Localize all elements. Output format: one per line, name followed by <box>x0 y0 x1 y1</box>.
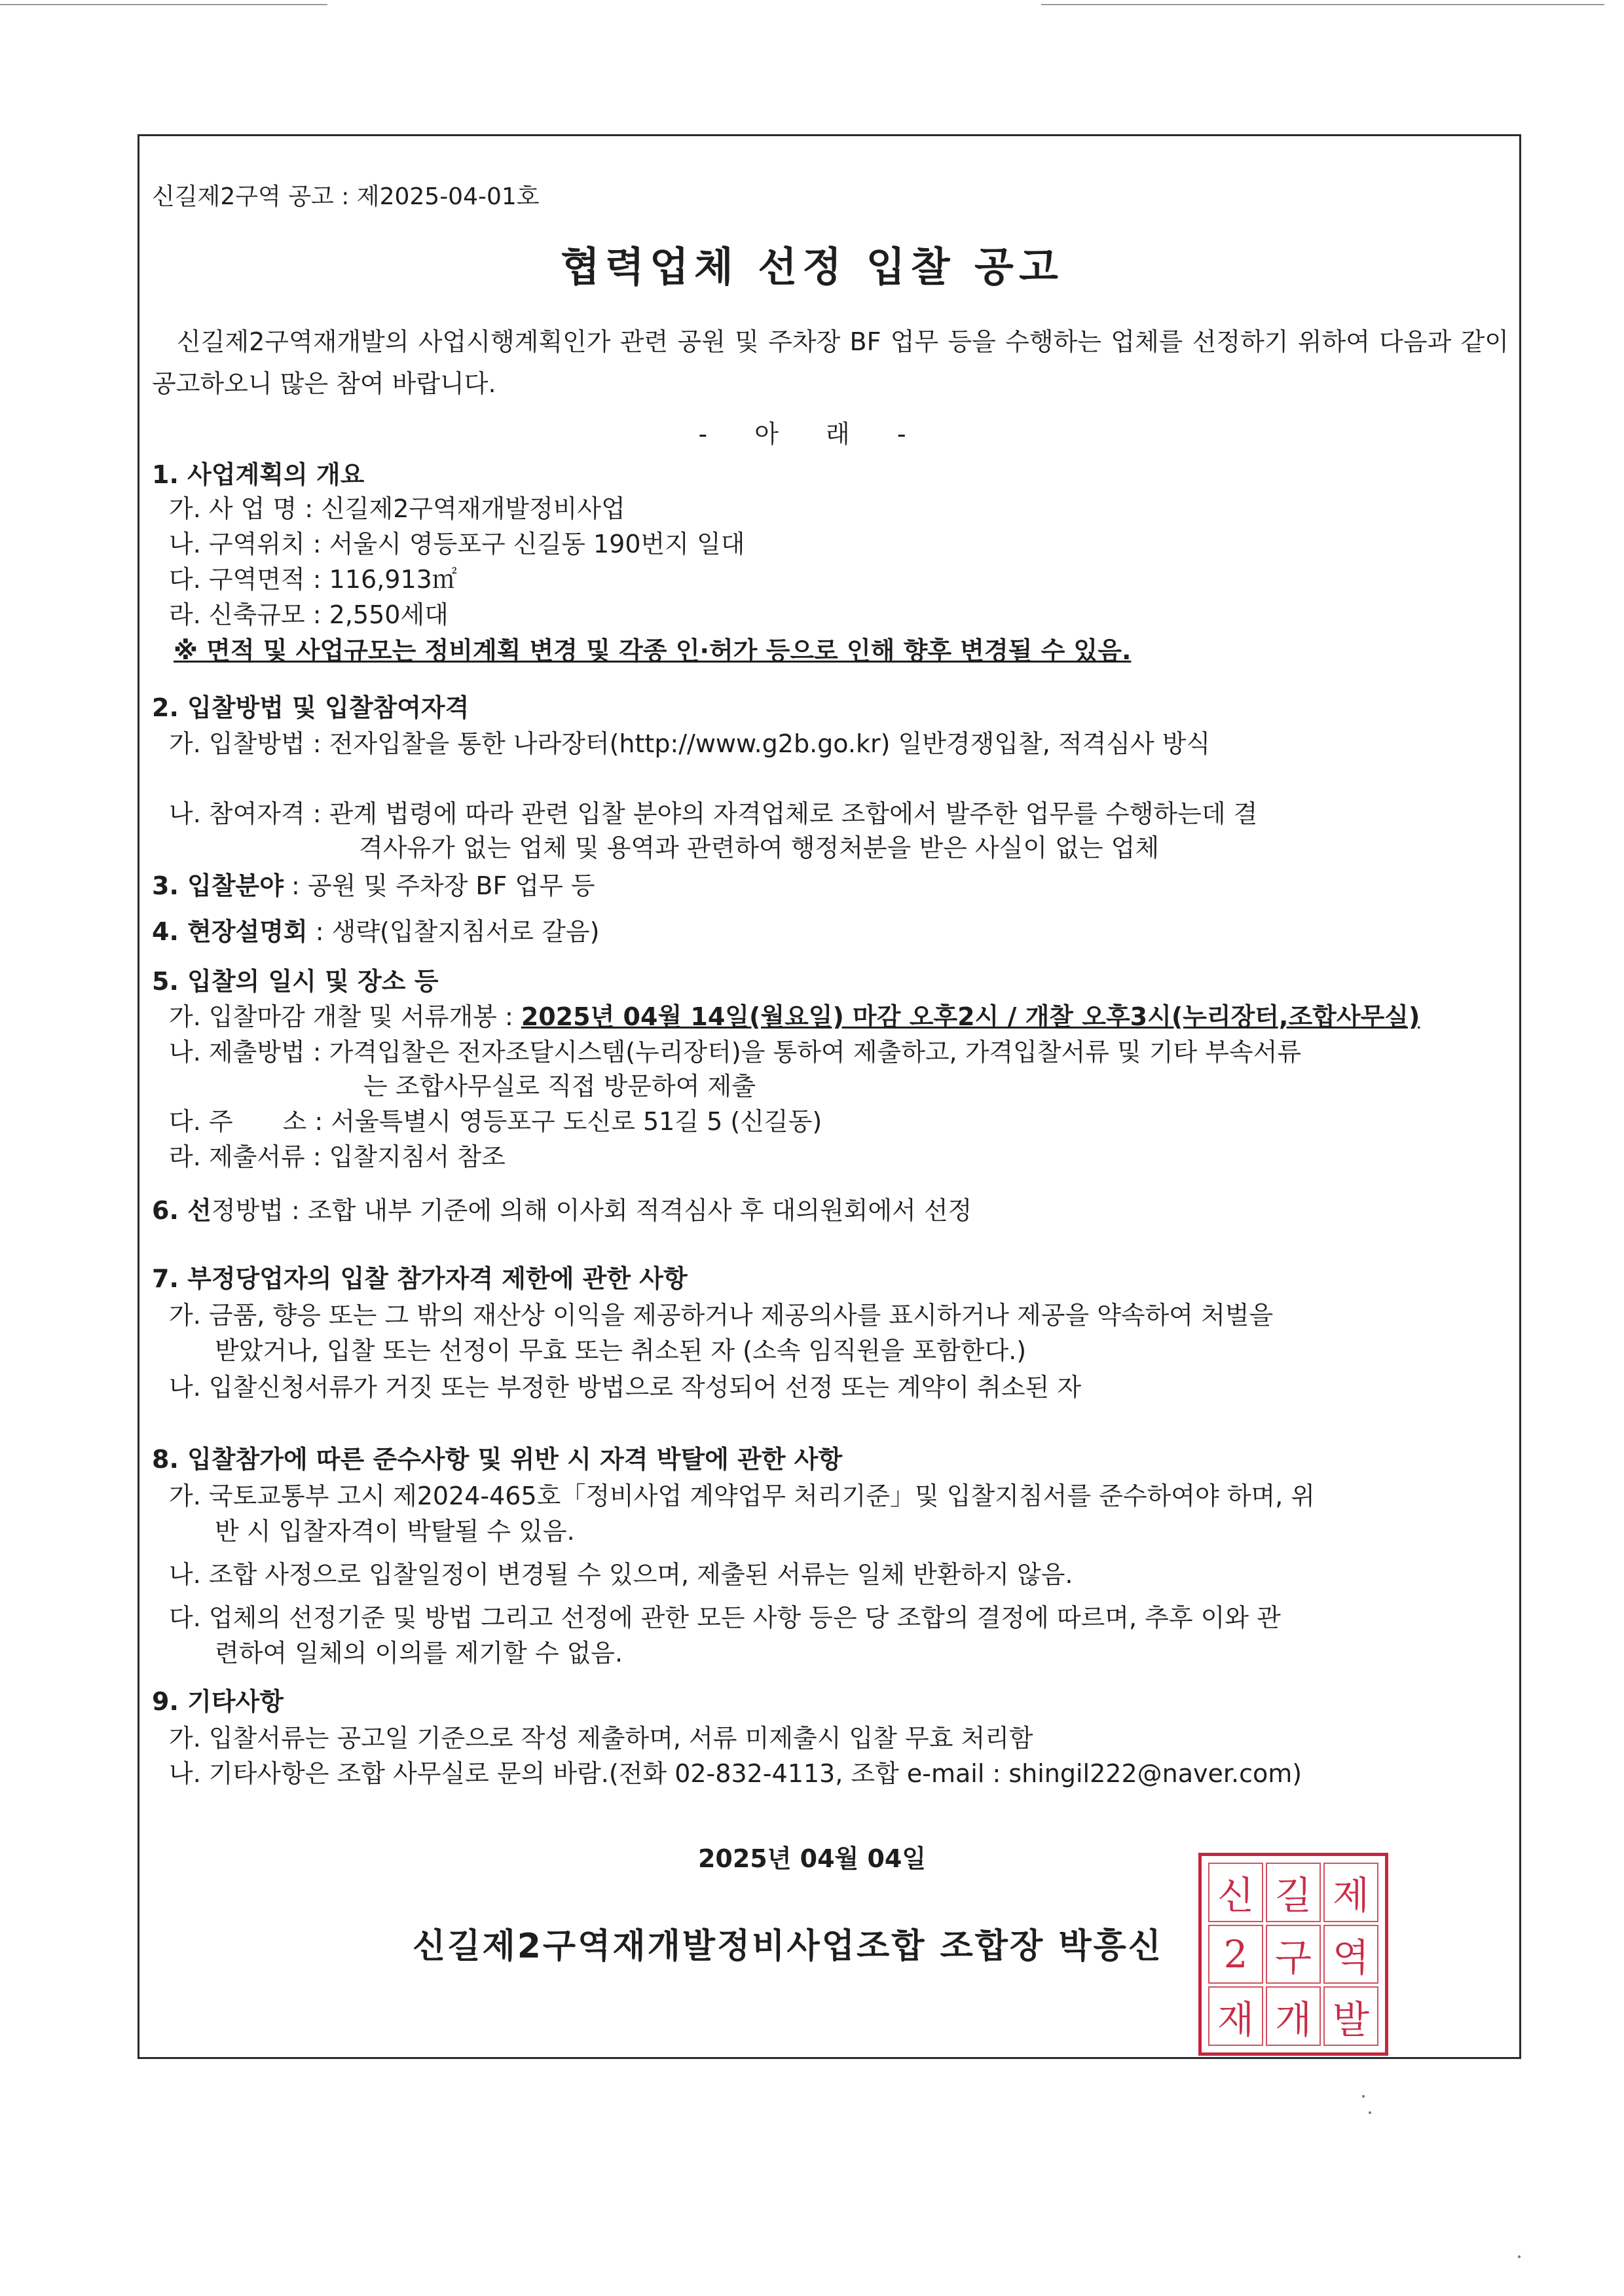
section-6-value: 정방법 : 조합 내부 기준에 의해 이사회 적격심사 후 대의원회에서 선정 <box>211 1196 972 1225</box>
section-3-label: 3. 입찰분야 <box>152 871 284 900</box>
section-9-heading: 9. 기타사항 <box>152 1687 284 1716</box>
section-6-line <box>152 1190 972 1226</box>
section-7-item-b: 나. 입찰신청서류가 거짓 또는 부정한 방법으로 작성되어 선정 또는 계약이 취소된 자 <box>169 1373 1082 1402</box>
scan-speck <box>1362 2095 1365 2098</box>
section-1-item-c: 다. 구역면적 : 116,913㎡ <box>169 565 457 594</box>
seal-char: 길 <box>1266 1863 1321 1922</box>
section-7-item-a-line2: 받았거나, 입찰 또는 선정이 무효 또는 취소된 자 (소속 임직원을 포함한다.) <box>215 1336 1027 1365</box>
section-9-item-a: 가. 입찰서류는 공고일 기준으로 작성 제출하며, 서류 미제출시 입찰 무효 처리함 <box>169 1724 1033 1753</box>
section-1-item-a: 가. 사 업 명 : 신길제2구역재개발정비사업 <box>169 494 625 523</box>
section-2-item-b-line1: 나. 참여자격 : 관계 법령에 따라 관련 입찰 분야의 자격업체로 조합에서 발주한 업무를 수행하는데 결 <box>169 799 1258 828</box>
notice-number: 신길제2구역 공고 : 제2025-04-01호 <box>152 183 540 210</box>
section-1-note: ※ 면적 및 사업규모는 정비계획 변경 및 각종 인·허가 등으로 인해 향후 변경될 수 있음. <box>174 636 1132 665</box>
intro-paragraph: 신길제2구역재개발의 사업시행계획인가 관련 공원 및 주차장 BF 업무 등을 수행하는 업체를 선정하기 위하여 다음과 같이 공고하오니 많은 참여 바랍니다. <box>152 327 1509 398</box>
section-9-item-b: 나. 기타사항은 조합 사무실로 문의 바람.(전화 02-832-4113, 조합 e-mail : shingil222@naver.com) <box>169 1759 1302 1788</box>
section-1-heading: 1. 사업계획의 개요 <box>152 460 365 489</box>
page-title: 협력업체 선정 입찰 공고 <box>561 243 1063 291</box>
section-1-item-b: 나. 구역위치 : 서울시 영등포구 신길동 190번지 일대 <box>169 530 745 558</box>
section-5-item-b-line1: 나. 제출방법 : 가격입찰은 전자조달시스템(누리장터)을 통하여 제출하고, 가격입찰서류 및 기타 부속서류 <box>169 1038 1302 1066</box>
section-5-item-b-line2: 는 조합사무실로 직접 방문하여 제출 <box>363 1072 756 1101</box>
scan-edge-line-right <box>1041 4 1604 5</box>
scan-edge-line-left <box>0 4 327 5</box>
notice-date: 2025년 04월 04일 <box>697 1844 927 1873</box>
seal-char: 구 <box>1266 1925 1321 1984</box>
section-5-item-a-label: 가. 입찰마감 개찰 및 서류개봉 : <box>169 1002 521 1031</box>
section-8-heading: 8. 입찰참가에 따른 준수사항 및 위반 시 자격 박탈에 관한 사항 <box>152 1445 843 1474</box>
bid-deadline: 2025년 04월 14일(월요일) 마감 오후2시 / 개찰 오후3시(누리장터,조합사무실) <box>521 1002 1420 1031</box>
section-1-item-d: 라. 신축규모 : 2,550세대 <box>169 600 449 629</box>
section-divider-label: - 아 래 - <box>698 420 926 448</box>
seal-char: 신 <box>1208 1863 1263 1922</box>
seal-char: 2 <box>1208 1925 1263 1984</box>
section-8-item-b: 나. 조합 사정으로 입찰일정이 변경될 수 있으며, 제출된 서류는 일체 반환하지 않음. <box>169 1560 1073 1589</box>
section-3-line <box>152 866 595 902</box>
section-7-heading: 7. 부정당업자의 입찰 참가자격 제한에 관한 사항 <box>152 1264 688 1293</box>
section-4-line <box>152 911 599 947</box>
official-seal <box>1198 1853 1388 2056</box>
section-8-item-c-line1: 다. 업체의 선정기준 및 방법 그리고 선정에 관한 모든 사항 등은 당 조합의 결정에 따르며, 추후 이와 관 <box>169 1603 1281 1632</box>
section-3-value: : 공원 및 주차장 BF 업무 등 <box>283 871 595 900</box>
seal-char: 재 <box>1208 1986 1263 2046</box>
seal-char: 발 <box>1323 1986 1378 2046</box>
section-4-value: : 생략(입찰지침서로 갈음) <box>307 917 600 946</box>
section-2-item-a: 가. 입찰방법 : 전자입찰을 통한 나라장터(http://www.g2b.go.kr) 일반경쟁입찰, 적격심사 방식 <box>169 729 1211 758</box>
signer-name: 신길제2구역재개발정비사업조합 조합장 박흥신 <box>413 1927 1164 1966</box>
section-5-heading: 5. 입찰의 일시 및 장소 등 <box>152 967 439 996</box>
seal-char: 역 <box>1323 1925 1378 1984</box>
section-4-label: 4. 현장설명회 <box>152 917 308 946</box>
section-2-heading: 2. 입찰방법 및 입찰참여자격 <box>152 693 470 722</box>
section-5-item-a <box>169 996 1420 1032</box>
section-8-item-c-line2: 련하여 일체의 이의를 제기할 수 없음. <box>215 1639 623 1667</box>
section-8-item-a-line1: 가. 국토교통부 고시 제2024-465호「정비사업 계약업무 처리기준」및 입찰지침서를 준수하여야 하며, 위 <box>169 1482 1316 1510</box>
section-8-item-a-line2: 반 시 입찰자격이 박탈될 수 있음. <box>215 1517 575 1546</box>
section-7-item-a-line1: 가. 금품, 향응 또는 그 밖의 재산상 이익을 제공하거나 제공의사를 표시하거나 제공을 약속하여 처벌을 <box>169 1301 1274 1330</box>
scan-speck <box>1518 2255 1521 2258</box>
section-6-label: 6. 선 <box>152 1196 212 1225</box>
seal-char: 제 <box>1323 1863 1378 1922</box>
seal-char: 개 <box>1266 1986 1321 2046</box>
section-5-item-d: 라. 제출서류 : 입찰지침서 참조 <box>169 1142 506 1171</box>
section-2-item-b-line2: 격사유가 없는 업체 및 용역과 관련하여 행정처분을 받은 사실이 없는 업체 <box>359 833 1160 862</box>
scan-speck <box>1369 2111 1371 2114</box>
section-5-item-c: 다. 주 소 : 서울특별시 영등포구 도신로 51길 5 (신길동) <box>169 1107 822 1136</box>
